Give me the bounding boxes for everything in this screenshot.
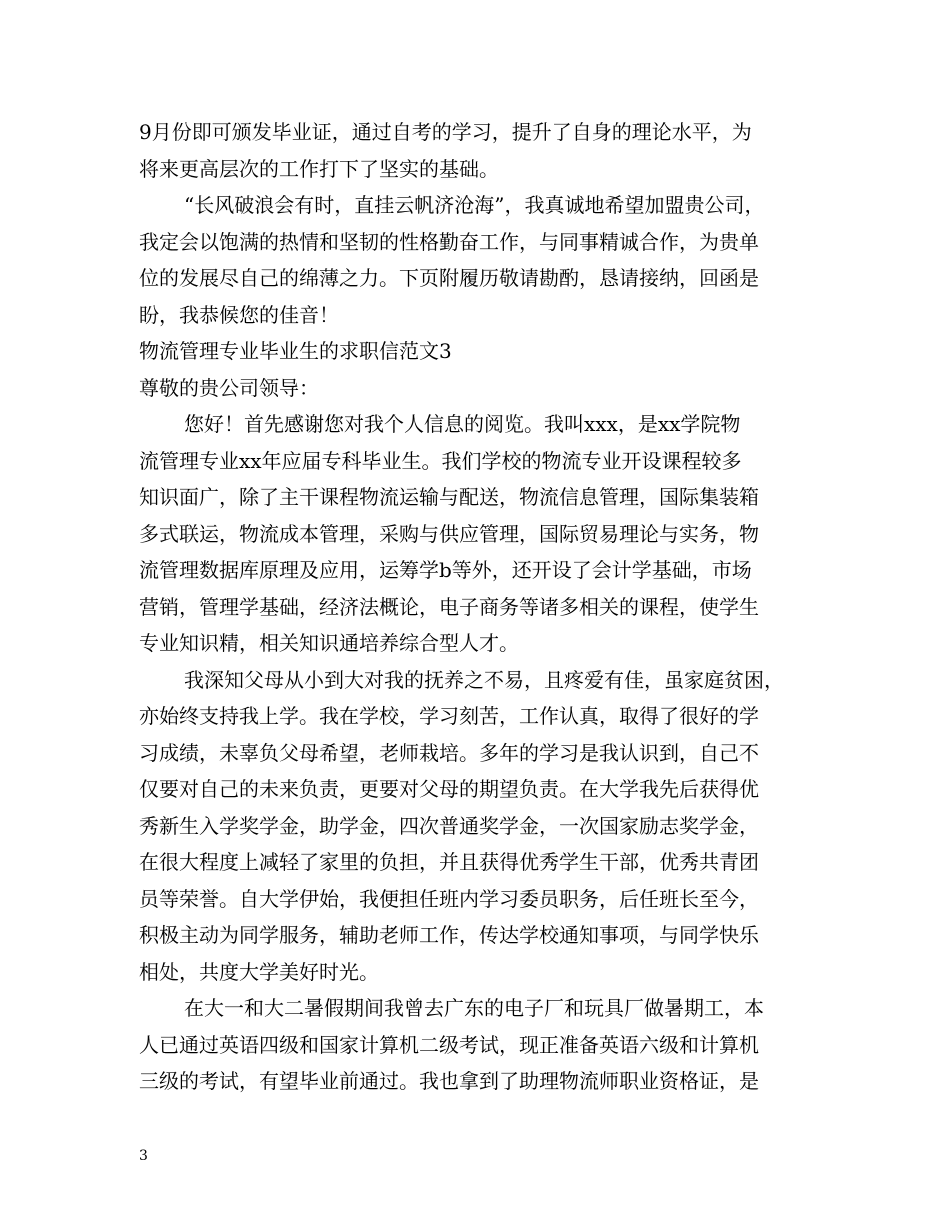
text-line: 人已通过英语四级和国家计算机二级考试，现正准备英语六级和计算机: [139, 1032, 759, 1057]
text-line: 仅要对自己的未来负责，更要对父母的期望负责。在大学我先后获得优: [139, 777, 759, 801]
text-line: 尊敬的贵公司领导：: [139, 375, 319, 400]
text-line: 习成绩，未辜负父母希望，老师栽培。多年的学习是我认识到，自己不: [139, 740, 759, 765]
text-line: 流管理专业xx年应届专科毕业生。我们学校的物流专业开设课程较多: [139, 448, 742, 473]
text-line: 三级的考试，有望毕业前通过。我也拿到了助理物流师职业资格证，是: [139, 1069, 759, 1093]
text-line: 我定会以饱满的热情和坚韧的性格勤奋工作，与同事精诚合作，为贵单: [139, 229, 759, 254]
text-line: 员等荣誉。自大学伊始，我便担任班内学习委员职务，后任班长至今，: [139, 886, 759, 911]
text-line: 9月份即可颁发毕业证，通过自考的学习，提升了自身的理论水平，为: [139, 120, 752, 144]
text-line: 盼，我恭候您的佳音！: [139, 302, 339, 327]
page-number: 3: [139, 1148, 148, 1164]
text-line: 在很大程度上减轻了家里的负担，并且获得优秀学生干部，优秀共青团: [139, 850, 759, 874]
text-line: 营销，管理学基础，经济法概论，电子商务等诸多相关的课程，使学生: [139, 594, 759, 619]
text-line: 物流管理专业毕业生的求职信范文3: [139, 339, 452, 363]
text-line: 相处，共度大学美好时光。: [139, 959, 379, 984]
text-line: 我深知父母从小到大对我的抚养之不易，且疼爱有佳，虽家庭贫困，: [184, 667, 784, 692]
text-line: 将来更高层次的工作打下了坚实的基础。: [139, 156, 499, 181]
text-line: 位的发展尽自己的绵薄之力。下页附履历敬请勘酌，恳请接纳，回函是: [139, 266, 759, 290]
letter-body: [139, 114, 819, 1100]
text-line: 在大一和大二暑假期间我曾去广东的电子厂和玩具厂做暑期工，本: [184, 996, 764, 1020]
text-line: 流管理数据库原理及应用，运筹学b等外，还开设了会计学基础，市场: [139, 558, 752, 582]
text-line: 秀新生入学奖学金，助学金，四次普通奖学金，一次国家励志奖学金，: [139, 813, 759, 838]
text-line: 知识面广，除了主干课程物流运输与配送，物流信息管理，国际集装箱: [139, 485, 759, 509]
text-line: 亦始终支持我上学。我在学校，学习刻苦，工作认真，取得了很好的学: [139, 704, 759, 728]
text-line: 专业知识精，相关知识通培养综合型人才。: [139, 631, 519, 655]
text-line: 多式联运，物流成本管理，采购与供应管理，国际贸易理论与实务，物: [139, 521, 759, 546]
text-line: “长风破浪会有时，直挂云帆济沧海”，我真诚地希望加盟贵公司，: [184, 193, 765, 217]
text-line: 您好！首先感谢您对我个人信息的阅览。我叫xxx，是xx学院物: [184, 412, 741, 436]
text-line: 积极主动为同学服务，辅助老师工作，传达学校通知事项，与同学快乐: [139, 923, 759, 947]
